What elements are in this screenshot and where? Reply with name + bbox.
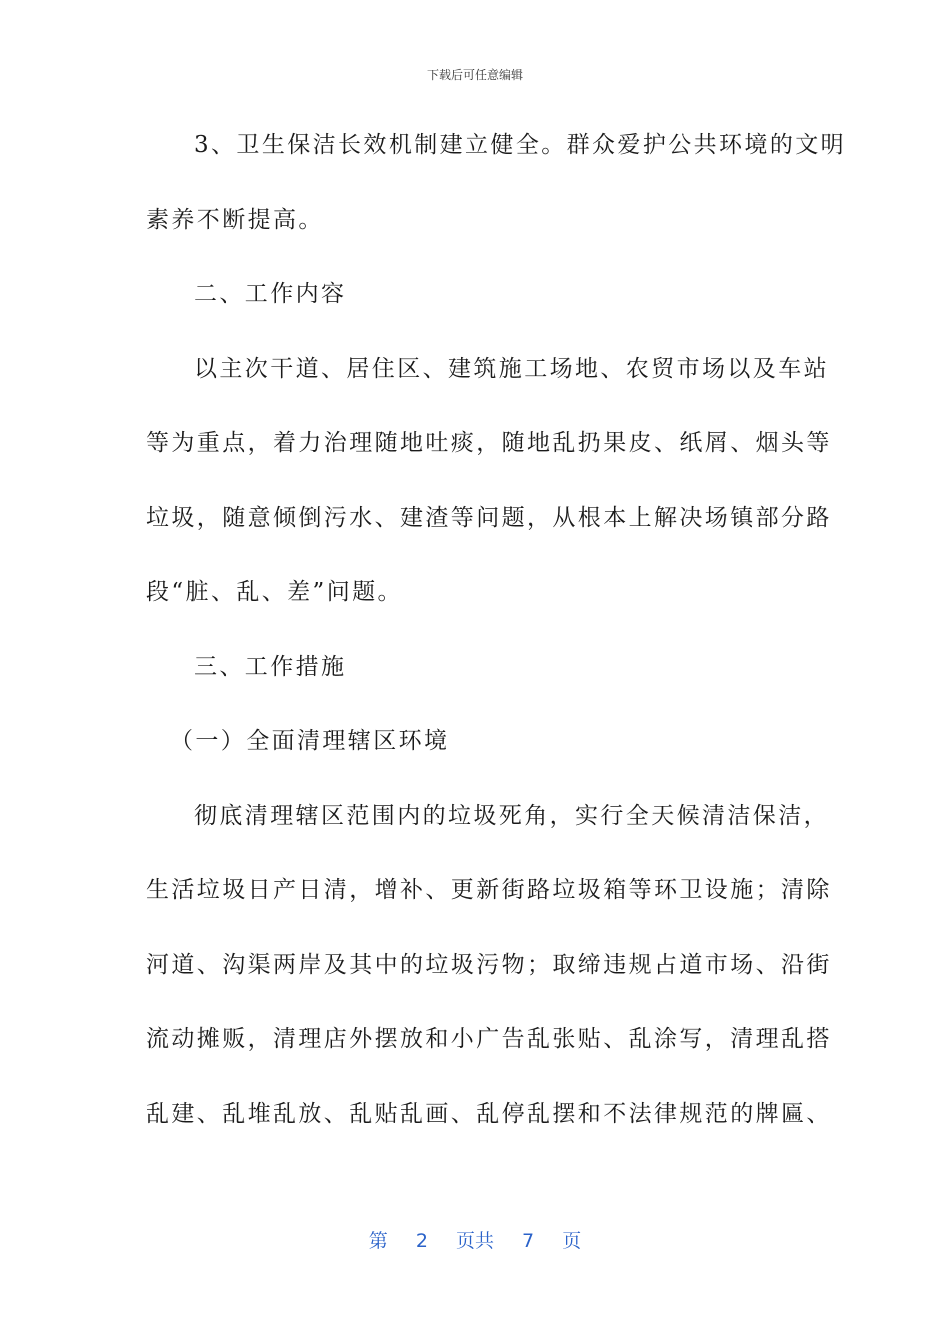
- paragraph-line: 彻底清理辖区范围内的垃圾死角，实行全天候清洁保洁，: [194, 802, 829, 829]
- footer-ye: 页: [562, 1230, 582, 1252]
- paragraph-line: 生活垃圾日产日清，增补、更新街路垃圾箱等环卫设施；清除: [146, 877, 832, 903]
- paragraph-line: 以主次干道、居住区、建筑施工场地、农贸市场以及车站: [194, 355, 829, 382]
- document-body: [146, 122, 847, 1165]
- section-heading: 二、工作内容: [194, 281, 347, 307]
- paragraph-line: 素养不断提高。: [146, 206, 324, 233]
- footer-di: 第: [368, 1230, 388, 1252]
- paragraph-line: 流动摊贩，清理店外摆放和小广告乱张贴、乱涂写，清理乱搭: [146, 1026, 832, 1052]
- header-note: 下载后可任意编辑: [426, 68, 523, 82]
- subsection-heading: （一）全面清理辖区环境: [170, 728, 450, 754]
- paragraph-line: 垃圾，随意倾倒污水、建渣等问题，从根本上解决场镇部分路: [146, 504, 832, 531]
- paragraph-line: 3、卫生保洁长效机制建立健全。群众爱护公共环境的文明: [194, 132, 847, 158]
- paragraph-line: 乱建、乱堆乱放、乱贴乱画、乱停乱摆和不法律规范的牌匾、: [146, 1100, 832, 1127]
- footer-current-page: 2: [415, 1230, 428, 1252]
- paragraph-line: 河道、沟渠两岸及其中的垃圾污物；取缔违规占道市场、沿街: [146, 951, 832, 978]
- section-heading: 三、工作措施: [194, 653, 347, 680]
- page-footer: [0, 1226, 950, 1253]
- footer-total-pages: 7: [522, 1230, 535, 1252]
- paragraph-line: 等为重点，着力治理随地吐痰，随地乱扔果皮、纸屑、烟头等: [146, 430, 832, 456]
- paragraph-line: 段“脏、乱、差”问题。: [146, 579, 403, 605]
- footer-ye-gong: 页共: [455, 1230, 494, 1252]
